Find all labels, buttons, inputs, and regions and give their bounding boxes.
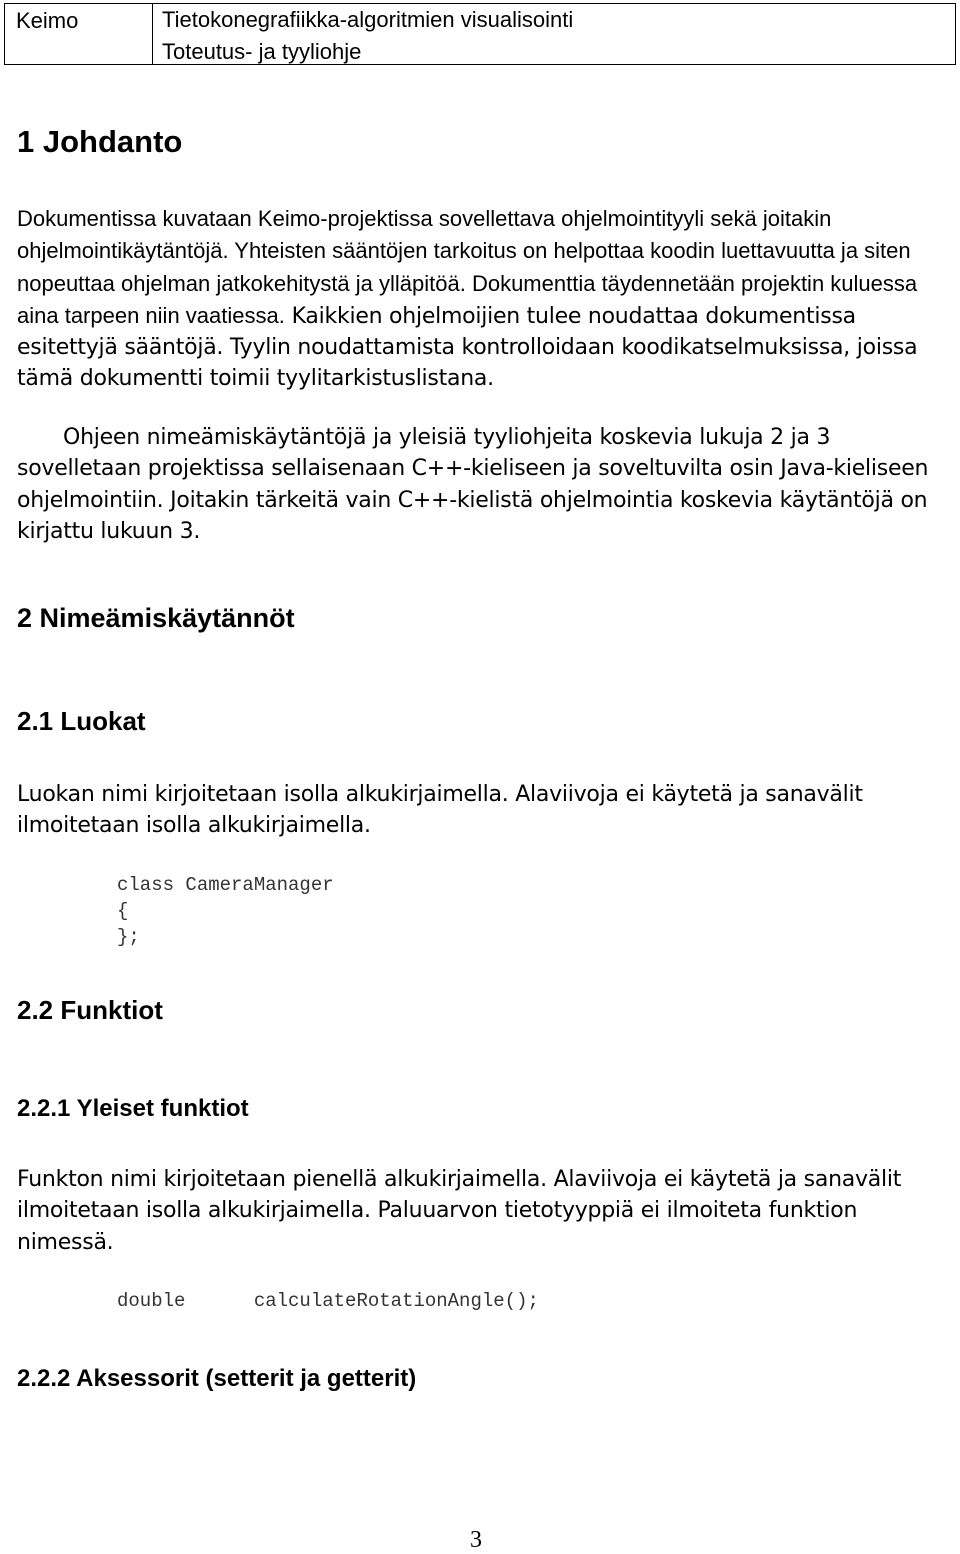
section-2-2-1-heading: 2.2.1 Yleiset funktiot: [17, 1095, 249, 1122]
section-2-heading: 2 Nimeämiskäytännöt: [17, 603, 295, 633]
function-code-sample: double calculateRotationAngle();: [117, 1290, 539, 1312]
section-2-1-heading: 2.1 Luokat: [17, 706, 146, 736]
code-line: class CameraManager: [117, 874, 334, 896]
intro-paragraph-1-part2: Kaikkien ohjelmoijien tulee noudattaa dokumentissa esitettyjä sääntöjä. Tyylin noudattamista kontrolloidaan koodikatselmuksissa, joissa tämä dokumentti toimii tyylitarkistuslistana.: [17, 303, 918, 392]
section-2-2-2-heading: 2.2.2 Aksessorit (setterit ja getterit): [17, 1365, 417, 1392]
section-2-2-heading: 2.2 Funktiot: [17, 995, 163, 1025]
header-title-line1: Tietokonegrafiikka-algoritmien visualisointi: [162, 7, 574, 32]
functions-paragraph: Funkton nimi kirjoitetaan pienellä alkukirjaimella. Alaviivoja ei käytetä ja sanavälit ilmoitetaan isolla alkukirjaimella. Paluuarvon tietotyyppiä ei ilmoiteta funktion nimessä.: [17, 1167, 902, 1255]
intro-paragraph-1: [17, 203, 947, 395]
intro-paragraph-2: Ohjeen nimeämiskäytäntöjä ja yleisiä tyyliohjeita koskevia lukuja 2 ja 3 sovelletaan projektissa sellaisenaan C++-kieliseen ja soveltuvilta osin Java-kieliseen ohjelmointiin. Joitakin tärkeitä vain C++-kielistä ohjelmointia koskevia käytäntöjä on kirjattu lukuun 3.: [17, 425, 929, 544]
section-1-heading: 1 Johdanto: [17, 124, 183, 159]
classes-paragraph: Luokan nimi kirjoitetaan isolla alkukirjaimella. Alaviivoja ei käytetä ja sanavälit ilmoitetaan isolla alkukirjaimella.: [17, 782, 863, 839]
intro-paragraph-1-part1: Dokumentissa kuvataan Keimo-projektissa sovellettava ohjelmointityyli sekä joitakin ohjelmointikäytäntöjä. Yhteisten sääntöjen tarkoitus on helpottaa koodin luettavuutta ja siten nopeuttaa ohjelman jatkokehitystä ja ylläpitöä. Dokumenttia täydennetään projektin kuluessa aina tarpeen niin vaatiessa.: [17, 206, 918, 328]
document-header: [4, 3, 956, 65]
header-title-line2: Toteutus- ja tyyliohje: [162, 39, 362, 64]
header-project-name: Keimo: [5, 4, 153, 64]
code-line: {: [117, 900, 129, 922]
class-code-sample: [117, 872, 334, 950]
page-number: 3: [470, 1527, 482, 1553]
header-title-cell: [153, 0, 955, 64]
code-line: };: [117, 926, 140, 948]
